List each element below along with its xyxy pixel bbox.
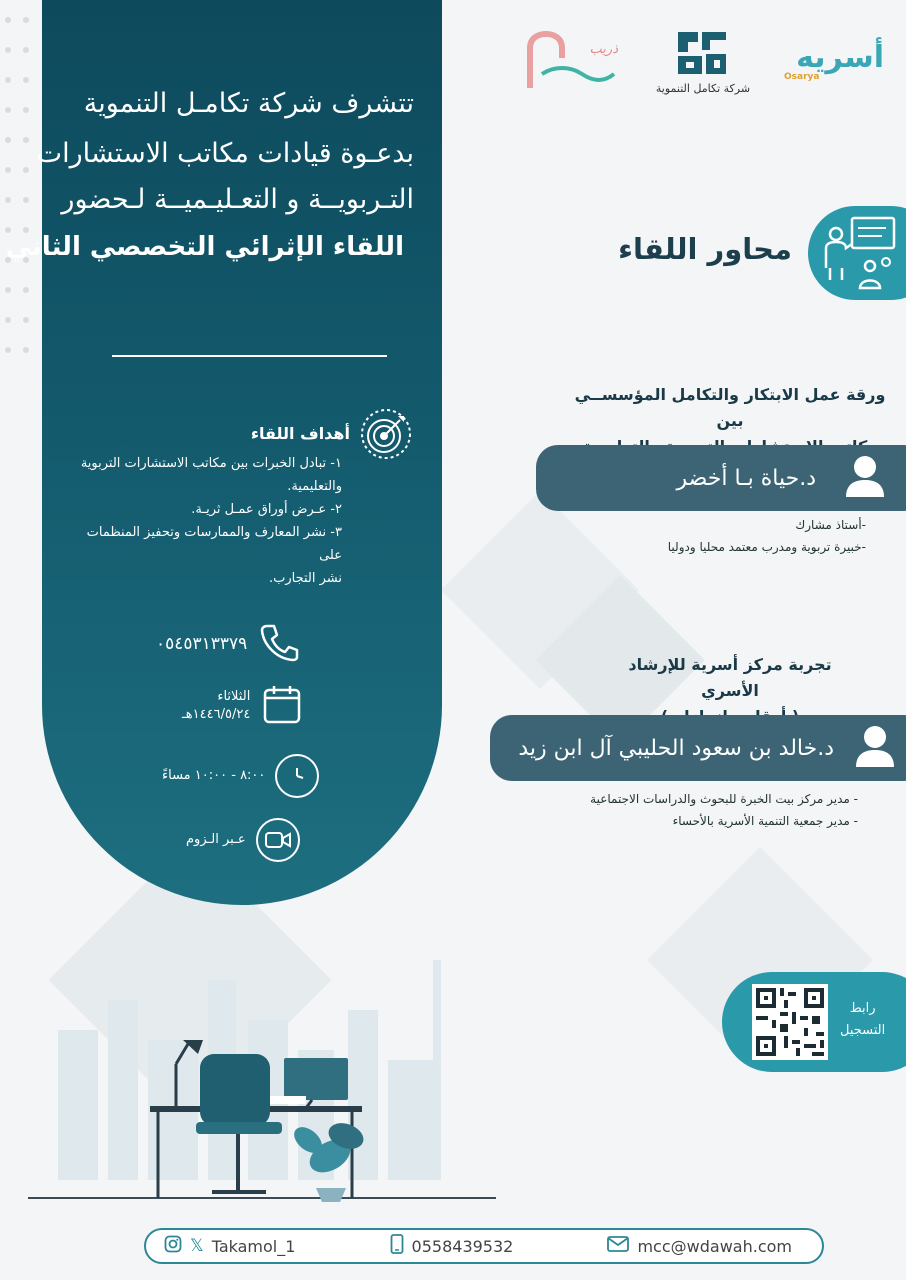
- goals-list: [72, 452, 342, 590]
- speaker1-bullet: -خبيرة تربوية ومدرب معتمد محليا ودوليا: [667, 540, 866, 554]
- speaker2-bullet: - مدير مركز بيت الخبرة للبحوث والدراسات الاجتماعية: [590, 792, 858, 806]
- social-contact[interactable]: [164, 1235, 295, 1257]
- date-text: [182, 688, 250, 724]
- contact-bar: [144, 1228, 824, 1264]
- target-icon: [360, 408, 412, 460]
- clock-icon: [275, 754, 319, 798]
- osarya-logo-en: Osarya: [784, 72, 820, 82]
- presentation-icon: [818, 214, 898, 294]
- registration-badge[interactable]: [722, 972, 906, 1072]
- speaker2-name: د.خالد بن سعود الحليبي آل ابن زيد: [518, 735, 834, 761]
- x-icon: 𝕏: [190, 1236, 204, 1256]
- video-camera-icon: [256, 818, 300, 862]
- speaker1-name: د.حياة بـا أخضر: [676, 465, 816, 491]
- time-row: [162, 754, 319, 798]
- footer-phone: 0558439532: [411, 1236, 514, 1256]
- topic1-title-line1: ورقة عمل الابتكار والتكامل المؤسســي بين: [574, 385, 886, 430]
- takamol-logo: [648, 28, 758, 100]
- goal-item: ١- تبادل الخبرات بين مكاتب الاستشارات التربوية: [80, 456, 342, 471]
- qr-code[interactable]: [752, 984, 828, 1060]
- speaker2-card: [490, 715, 906, 781]
- intro-line-3: التـربويــة و التعـليـميــة لـحضور: [61, 184, 414, 215]
- zarib-logo: [524, 30, 620, 94]
- intro-line-4: اللقاء الإثرائي التخصصي الثاني: [5, 232, 404, 262]
- date-label: ١٤٤٦/٥/٢٤هـ: [182, 707, 251, 722]
- osarya-logo-text: أسريه: [796, 40, 884, 75]
- intro-line-1: تتشرف شركة تكامـل التنموية: [83, 88, 414, 119]
- mobile-icon: [390, 1234, 404, 1258]
- platform-label: عـبر الـزوم: [186, 832, 246, 847]
- topic2-title-line1: تجربة مركز أسرية للإرشاد الأسري: [628, 655, 832, 700]
- instagram-icon: [164, 1235, 182, 1257]
- footer-email: mcc@wdawah.com: [637, 1236, 792, 1256]
- intro-line-2: بدعـوة قيادات مكاتب الاستشارات: [36, 138, 414, 169]
- email-contact[interactable]: [607, 1236, 792, 1256]
- workspace-illustration: [28, 940, 498, 1205]
- social-handle: Takamol_1: [211, 1236, 296, 1256]
- goal-item: ٢- عـرض أوراق عمـل ثريـة.: [191, 502, 342, 517]
- phone-contact[interactable]: [390, 1234, 514, 1258]
- phone-number: ٠٥٤٥٣١٣٣٧٩: [156, 634, 248, 654]
- calendar-icon: [260, 682, 304, 730]
- goal-item: والتعليمية.: [287, 479, 342, 494]
- phone-icon: [257, 620, 301, 668]
- goal-item: ٣- نشر المعارف والممارسات وتحفيز المنظمات على: [86, 525, 342, 563]
- takamol-logo-text: شركة تكامل التنموية: [655, 82, 751, 95]
- speaker1-bullets: [546, 514, 866, 558]
- registration-label: [840, 998, 885, 1042]
- goals-title: أهداف اللقاء: [250, 424, 350, 443]
- registration-label-1: رابط: [849, 1001, 876, 1016]
- zarib-logo-text: ذريب: [589, 42, 618, 57]
- platform-row: [186, 818, 300, 862]
- envelope-icon: [607, 1236, 629, 1256]
- day-label: الثلاثاء: [217, 689, 251, 704]
- speaker2-bullet: - مدير جمعية التنمية الأسرية بالأحساء: [672, 814, 858, 828]
- axes-title: محاور اللقاء: [618, 232, 792, 266]
- registration-label-2: التسجيل: [840, 1023, 886, 1038]
- user-icon: [854, 723, 896, 773]
- dot-pattern: [0, 0, 40, 420]
- axes-badge: [808, 206, 906, 300]
- divider: [112, 355, 387, 357]
- speaker1-card: [536, 445, 906, 511]
- time-label: ٨:٠٠ - ١٠:٠٠ مساءً: [162, 768, 266, 783]
- date-row: [182, 682, 304, 730]
- phone-row: [156, 620, 301, 668]
- osarya-logo: [780, 40, 886, 88]
- speaker1-bullet: -أستاذ مشارك: [795, 518, 866, 532]
- user-icon: [844, 453, 886, 503]
- goal-item: نشر التجارب.: [268, 571, 342, 586]
- speaker2-bullets: [518, 788, 858, 832]
